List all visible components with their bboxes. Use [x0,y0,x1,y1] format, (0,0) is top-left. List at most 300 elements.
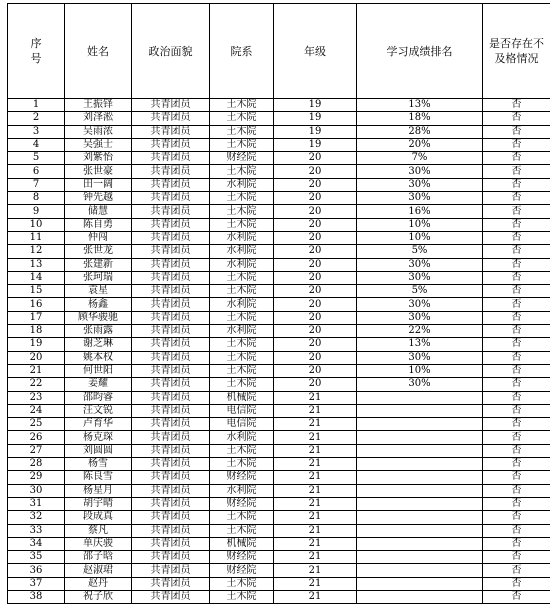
cell-failed: 否 [483,192,550,205]
cell-no: 7 [8,178,65,191]
cell-failed: 否 [483,458,550,471]
table-row [8,351,550,364]
cell-name: 仲闯 [65,231,132,244]
table-row [8,218,550,231]
cell-no: 5 [8,152,65,165]
cell-political: 共青团员 [132,551,210,564]
cell-political: 共青团员 [132,271,210,284]
cell-political: 共青团员 [132,511,210,524]
cell-failed: 否 [483,511,550,524]
cell-no: 26 [8,431,65,444]
cell-political: 共青团员 [132,391,210,404]
cell-department: 水利院 [210,431,274,444]
cell-no: 33 [8,524,65,537]
cell-rank: 16% [357,205,483,218]
cell-political: 共青团员 [132,418,210,431]
cell-department: 土木院 [210,378,274,391]
table-row [8,431,550,444]
cell-department: 机械院 [210,391,274,404]
cell-grade: 21 [274,444,357,457]
cell-grade: 20 [274,192,357,205]
cell-grade: 20 [274,178,357,191]
cell-rank [357,444,483,457]
cell-grade: 21 [274,404,357,417]
cell-no: 17 [8,311,65,324]
cell-no: 37 [8,577,65,590]
header-rank: 学习成绩排名 [357,4,483,99]
cell-grade: 21 [274,418,357,431]
table-row [8,112,550,125]
cell-name: 赵淑珺 [65,564,132,577]
cell-failed: 否 [483,551,550,564]
cell-political: 共青团员 [132,590,210,603]
table-row [8,564,550,577]
cell-failed: 否 [483,404,550,417]
cell-failed: 否 [483,497,550,510]
table-row [8,511,550,524]
cell-failed: 否 [483,564,550,577]
header-political: 政治面貌 [132,4,210,99]
cell-failed: 否 [483,271,550,284]
cell-name: 张雨露 [65,325,132,338]
cell-grade: 21 [274,431,357,444]
cell-grade: 21 [274,484,357,497]
cell-failed: 否 [483,391,550,404]
table-row [8,285,550,298]
cell-rank: 10% [357,218,483,231]
cell-department: 土木院 [210,311,274,324]
cell-failed: 否 [483,218,550,231]
cell-political: 共青团员 [132,205,210,218]
cell-department: 土木院 [210,112,274,125]
header-name: 姓名 [65,4,132,99]
cell-department: 土木院 [210,458,274,471]
cell-no: 24 [8,404,65,417]
cell-no: 6 [8,165,65,178]
cell-political: 共青团员 [132,404,210,417]
table-row [8,551,550,564]
cell-failed: 否 [483,205,550,218]
cell-department: 土木院 [210,218,274,231]
cell-failed: 否 [483,471,550,484]
cell-grade: 21 [274,391,357,404]
cell-name: 刘泽淞 [65,112,132,125]
cell-failed: 否 [483,178,550,191]
cell-no: 35 [8,551,65,564]
cell-failed: 否 [483,378,550,391]
table-row [8,298,550,311]
cell-grade: 21 [274,458,357,471]
table-row [8,192,550,205]
cell-grade: 20 [274,205,357,218]
cell-no: 9 [8,205,65,218]
cell-rank [357,511,483,524]
cell-grade: 20 [274,298,357,311]
cell-no: 16 [8,298,65,311]
cell-rank [357,458,483,471]
table-row [8,231,550,244]
cell-rank: 5% [357,245,483,258]
cell-failed: 否 [483,258,550,271]
cell-grade: 21 [274,497,357,510]
cell-department: 土木院 [210,165,274,178]
cell-failed: 否 [483,231,550,244]
cell-department: 机械院 [210,537,274,550]
cell-rank: 30% [357,378,483,391]
table-row [8,577,550,590]
cell-rank: 30% [357,258,483,271]
cell-grade: 20 [274,338,357,351]
cell-no: 12 [8,245,65,258]
cell-department: 土木院 [210,205,274,218]
cell-rank [357,537,483,550]
cell-no: 14 [8,271,65,284]
cell-department: 土木院 [210,271,274,284]
table-row [8,484,550,497]
cell-rank: 7% [357,152,483,165]
cell-political: 共青团员 [132,458,210,471]
cell-no: 10 [8,218,65,231]
table-row [8,178,550,191]
cell-name: 张世龙 [65,245,132,258]
cell-department: 土木院 [210,590,274,603]
cell-name: 赵丹 [65,577,132,590]
cell-name: 姚本权 [65,351,132,364]
cell-political: 共青团员 [132,178,210,191]
cell-department: 土木院 [210,192,274,205]
cell-no: 20 [8,351,65,364]
table-row [8,205,550,218]
cell-no: 2 [8,112,65,125]
cell-rank [357,484,483,497]
cell-political: 共青团员 [132,564,210,577]
cell-failed: 否 [483,590,550,603]
cell-grade: 20 [274,258,357,271]
cell-name: 邵子晗 [65,551,132,564]
cell-failed: 否 [483,298,550,311]
cell-failed: 否 [483,484,550,497]
cell-department: 土木院 [210,577,274,590]
cell-name: 陈自勇 [65,218,132,231]
cell-failed: 否 [483,285,550,298]
cell-department: 电信院 [210,418,274,431]
cell-no: 36 [8,564,65,577]
cell-grade: 21 [274,511,357,524]
cell-no: 29 [8,471,65,484]
cell-grade: 19 [274,112,357,125]
cell-department: 土木院 [210,524,274,537]
cell-name: 卢育华 [65,418,132,431]
cell-political: 共青团员 [132,338,210,351]
cell-grade: 20 [274,165,357,178]
header-failed: 是否存在不及格情况 [483,4,550,99]
cell-no: 22 [8,378,65,391]
cell-rank [357,431,483,444]
cell-rank: 13% [357,338,483,351]
cell-political: 共青团员 [132,99,210,112]
cell-name: 姜耀 [65,378,132,391]
cell-failed: 否 [483,418,550,431]
cell-department: 土木院 [210,351,274,364]
cell-grade: 21 [274,524,357,537]
header-no: 序号 [8,4,65,99]
cell-failed: 否 [483,325,550,338]
cell-department: 土木院 [210,511,274,524]
table-row [8,404,550,417]
table-header [8,4,550,99]
cell-grade: 20 [274,351,357,364]
cell-department: 土木院 [210,285,274,298]
header-grade: 年级 [274,4,357,99]
table-row [8,471,550,484]
cell-grade: 20 [274,378,357,391]
cell-name: 杨星月 [65,484,132,497]
cell-name: 谢芝琳 [65,338,132,351]
table-body [8,99,550,604]
cell-no: 27 [8,444,65,457]
cell-no: 23 [8,391,65,404]
cell-grade: 20 [274,152,357,165]
cell-no: 38 [8,590,65,603]
cell-name: 单庆骏 [65,537,132,550]
cell-rank [357,564,483,577]
cell-failed: 否 [483,364,550,377]
table-row [8,245,550,258]
cell-failed: 否 [483,125,550,138]
cell-grade: 21 [274,564,357,577]
cell-department: 水利院 [210,258,274,271]
table-row [8,537,550,550]
cell-grade: 21 [274,471,357,484]
table-row [8,524,550,537]
cell-rank: 10% [357,364,483,377]
cell-rank: 20% [357,138,483,151]
cell-failed: 否 [483,351,550,364]
cell-rank: 30% [357,178,483,191]
cell-name: 祝子欣 [65,590,132,603]
cell-rank [357,471,483,484]
table-row [8,138,550,151]
cell-grade: 20 [274,285,357,298]
cell-no: 13 [8,258,65,271]
table-row [8,311,550,324]
cell-name: 钟先越 [65,192,132,205]
cell-political: 共青团员 [132,138,210,151]
cell-political: 共青团员 [132,497,210,510]
cell-political: 共青团员 [132,364,210,377]
cell-no: 34 [8,537,65,550]
cell-no: 4 [8,138,65,151]
cell-rank: 13% [357,99,483,112]
cell-name: 刘紫怡 [65,152,132,165]
cell-rank: 5% [357,285,483,298]
cell-department: 土木院 [210,99,274,112]
cell-rank [357,590,483,603]
table-row [8,378,550,391]
header-row [8,4,550,99]
cell-no: 18 [8,325,65,338]
cell-no: 3 [8,125,65,138]
table-row [8,444,550,457]
cell-political: 共青团员 [132,165,210,178]
cell-rank: 30% [357,271,483,284]
cell-no: 30 [8,484,65,497]
cell-political: 共青团员 [132,311,210,324]
cell-political: 共青团员 [132,125,210,138]
cell-no: 28 [8,458,65,471]
cell-grade: 21 [274,551,357,564]
cell-department: 土木院 [210,125,274,138]
cell-name: 何世阳 [65,364,132,377]
cell-political: 共青团员 [132,351,210,364]
cell-name: 杨雪 [65,458,132,471]
cell-rank: 22% [357,325,483,338]
cell-name: 张世豪 [65,165,132,178]
cell-failed: 否 [483,311,550,324]
table-row [8,418,550,431]
header-department: 院系 [210,4,274,99]
cell-name: 刘圆圆 [65,444,132,457]
cell-rank [357,497,483,510]
cell-name: 顾华骏驰 [65,311,132,324]
cell-name: 邵昀睿 [65,391,132,404]
cell-name: 蔡凡 [65,524,132,537]
cell-no: 32 [8,511,65,524]
cell-rank: 18% [357,112,483,125]
cell-department: 水利院 [210,298,274,311]
cell-political: 共青团员 [132,152,210,165]
cell-no: 8 [8,192,65,205]
cell-grade: 20 [274,325,357,338]
table-row [8,458,550,471]
cell-name: 张建新 [65,258,132,271]
cell-political: 共青团员 [132,285,210,298]
table-row [8,99,550,112]
table-row [8,325,550,338]
cell-name: 张珂瑞 [65,271,132,284]
cell-department: 财经院 [210,551,274,564]
cell-department: 水利院 [210,325,274,338]
student-table [7,3,550,604]
cell-grade: 20 [274,311,357,324]
table-row [8,165,550,178]
cell-rank: 30% [357,298,483,311]
cell-grade: 20 [274,364,357,377]
cell-no: 31 [8,497,65,510]
cell-political: 共青团员 [132,471,210,484]
cell-rank [357,524,483,537]
cell-department: 财经院 [210,564,274,577]
cell-department: 水利院 [210,231,274,244]
cell-failed: 否 [483,338,550,351]
cell-grade: 19 [274,125,357,138]
cell-political: 共青团员 [132,325,210,338]
cell-department: 电信院 [210,404,274,417]
table-row [8,258,550,271]
cell-failed: 否 [483,99,550,112]
cell-failed: 否 [483,245,550,258]
cell-grade: 19 [274,99,357,112]
table-row [8,391,550,404]
cell-grade: 20 [274,218,357,231]
cell-political: 共青团员 [132,258,210,271]
cell-rank [357,577,483,590]
cell-political: 共青团员 [132,431,210,444]
cell-political: 共青团员 [132,577,210,590]
cell-department: 水利院 [210,484,274,497]
table-row [8,364,550,377]
cell-name: 储慧 [65,205,132,218]
cell-department: 土木院 [210,138,274,151]
cell-grade: 20 [274,271,357,284]
cell-department: 土木院 [210,444,274,457]
cell-rank: 30% [357,351,483,364]
cell-department: 财经院 [210,152,274,165]
cell-grade: 19 [274,138,357,151]
cell-rank [357,551,483,564]
cell-no: 1 [8,99,65,112]
cell-failed: 否 [483,138,550,151]
cell-political: 共青团员 [132,231,210,244]
cell-department: 土木院 [210,338,274,351]
cell-no: 11 [8,231,65,244]
cell-failed: 否 [483,577,550,590]
cell-political: 共青团员 [132,444,210,457]
cell-name: 段成真 [65,511,132,524]
cell-department: 财经院 [210,497,274,510]
cell-political: 共青团员 [132,378,210,391]
cell-political: 共青团员 [132,192,210,205]
table-row [8,590,550,603]
cell-department: 水利院 [210,245,274,258]
table-row [8,497,550,510]
cell-grade: 21 [274,577,357,590]
table-row [8,152,550,165]
cell-rank: 10% [357,231,483,244]
cell-department: 水利院 [210,178,274,191]
cell-name: 陈良雪 [65,471,132,484]
cell-failed: 否 [483,537,550,550]
cell-no: 21 [8,364,65,377]
table-row [8,271,550,284]
cell-grade: 21 [274,590,357,603]
cell-failed: 否 [483,152,550,165]
cell-failed: 否 [483,524,550,537]
cell-failed: 否 [483,431,550,444]
cell-political: 共青团员 [132,524,210,537]
cell-rank [357,404,483,417]
cell-name: 王振铎 [65,99,132,112]
cell-political: 共青团员 [132,218,210,231]
table-row [8,125,550,138]
cell-rank: 28% [357,125,483,138]
cell-department: 土木院 [210,364,274,377]
table-row [8,338,550,351]
cell-grade: 20 [274,245,357,258]
cell-failed: 否 [483,444,550,457]
cell-political: 共青团员 [132,112,210,125]
cell-name: 杨鑫 [65,298,132,311]
cell-name: 胡宇晴 [65,497,132,510]
cell-political: 共青团员 [132,245,210,258]
cell-name: 袁星 [65,285,132,298]
cell-political: 共青团员 [132,298,210,311]
cell-grade: 21 [274,537,357,550]
cell-rank: 30% [357,311,483,324]
cell-political: 共青团员 [132,484,210,497]
cell-name: 吴雨浓 [65,125,132,138]
cell-failed: 否 [483,165,550,178]
